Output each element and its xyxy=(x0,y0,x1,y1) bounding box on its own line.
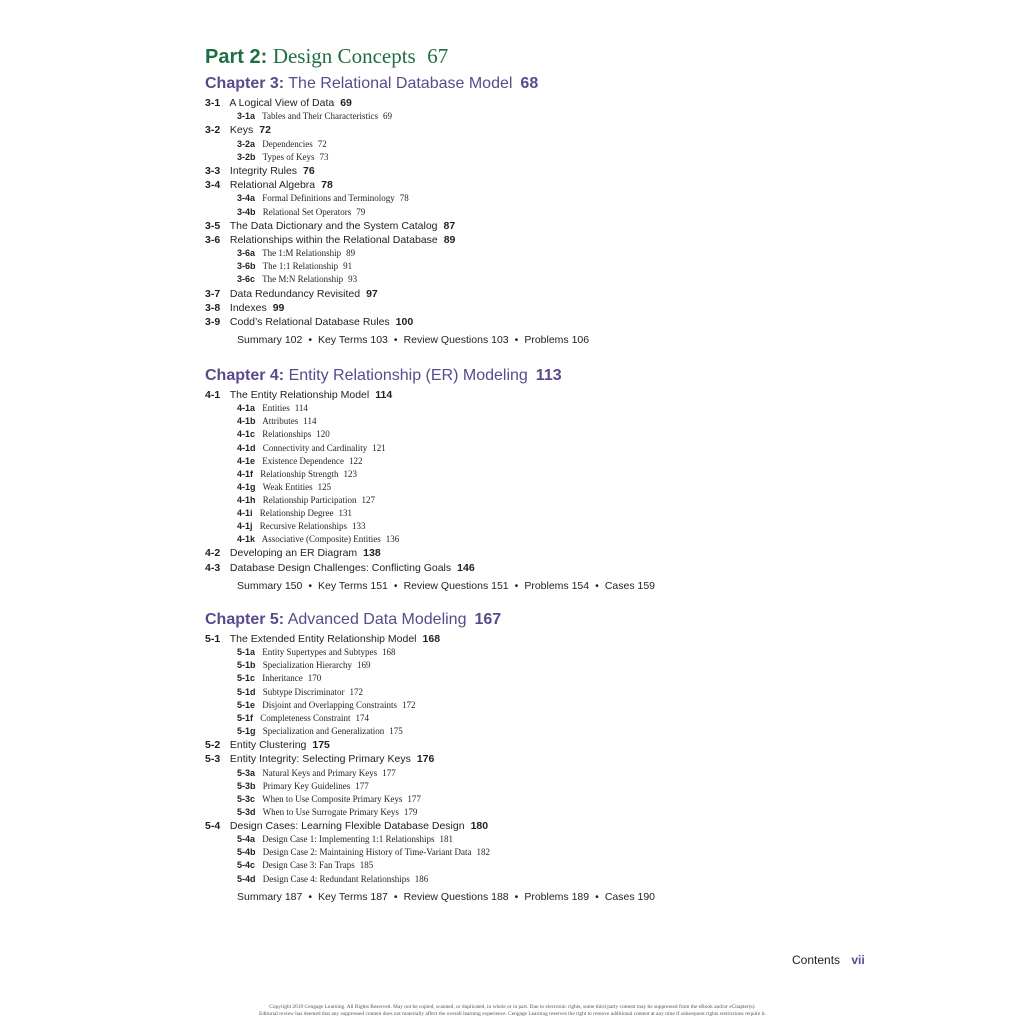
entry-page-number: 127 xyxy=(361,494,376,505)
entry-page-number: 168 xyxy=(382,647,396,658)
toc-subsection xyxy=(205,494,655,507)
entry-title: A Logical View of Data xyxy=(229,97,335,109)
entry-number: 4-1d xyxy=(237,442,256,453)
entry-page-number: 146 xyxy=(457,561,475,574)
entry-number: 5-4c xyxy=(237,860,256,871)
entry-number: 3-5 xyxy=(205,219,221,232)
entry-page-number: 69 xyxy=(383,111,393,122)
entry-page-number: 186 xyxy=(414,873,429,884)
entry-number: 5-1f xyxy=(237,712,254,723)
toc-section xyxy=(205,164,589,178)
entry-title: Entities xyxy=(262,403,290,414)
entry-page-number: 179 xyxy=(403,806,418,817)
entry-number: 5-1g xyxy=(237,725,256,736)
toc-subsection xyxy=(205,793,655,806)
entry-page-number: 131 xyxy=(338,508,352,519)
toc-subsection xyxy=(205,780,655,793)
running-footer xyxy=(792,953,865,967)
entry-number: 4-1j xyxy=(237,521,253,532)
entry-number: 3-8 xyxy=(205,301,221,314)
toc-section xyxy=(205,178,589,192)
entry-title: Entity Supertypes and Subtypes xyxy=(262,647,378,658)
end-matter-item: Review Questions 188 xyxy=(403,890,509,903)
entry-title: Existence Dependence xyxy=(262,455,344,466)
chapter-end-matter xyxy=(205,890,655,905)
toc-subsection xyxy=(205,247,589,260)
end-matter-item: Summary 102 xyxy=(237,334,303,347)
entry-page-number: 172 xyxy=(402,699,416,710)
toc-subsection xyxy=(205,507,655,520)
chapter-title xyxy=(205,366,655,386)
entry-title: Natural Keys and Primary Keys xyxy=(262,767,378,778)
toc-subsection xyxy=(205,110,589,123)
toc-subsection xyxy=(205,415,655,428)
entry-number: 3-6b xyxy=(237,261,256,272)
entry-page-number: 97 xyxy=(366,287,378,300)
end-matter-item: Problems 106 xyxy=(524,334,590,347)
toc-section xyxy=(205,632,655,646)
entry-title: The M:N Relationship xyxy=(262,274,344,285)
part-title xyxy=(205,43,448,70)
entry-page-number: 180 xyxy=(470,819,489,832)
bullet-separator: • xyxy=(514,890,519,903)
toc-subsection xyxy=(205,273,589,286)
entry-title: When to Use Composite Primary Keys xyxy=(262,793,403,804)
end-matter-item: Key Terms 187 xyxy=(318,890,388,903)
entry-page-number: 170 xyxy=(307,673,322,684)
entry-page-number: 138 xyxy=(363,547,381,560)
entry-page-number: 72 xyxy=(259,124,271,137)
end-matter-item: Cases 159 xyxy=(604,579,656,592)
entry-number: 5-4a xyxy=(237,834,256,845)
entry-page-number: 175 xyxy=(389,725,403,736)
bullet-separator: • xyxy=(308,579,313,592)
copyright-notice xyxy=(190,1004,835,1018)
toc-subsection xyxy=(205,806,655,819)
entry-number: 5-3c xyxy=(237,793,256,804)
entry-number: 4-1i xyxy=(237,508,253,519)
entry-page-number: 181 xyxy=(439,834,453,845)
entry-number: 3-1a xyxy=(237,111,256,122)
toc-section xyxy=(205,301,589,315)
entry-page-number: 174 xyxy=(355,712,370,723)
entry-page-number: 177 xyxy=(355,780,369,791)
end-matter-item: Cases 190 xyxy=(604,890,656,903)
entry-page-number: 89 xyxy=(346,248,356,259)
chapter-page-number: 68 xyxy=(520,75,539,92)
entry-title: Tables and Their Characteristics xyxy=(262,111,379,122)
entry-number: 4-1h xyxy=(237,494,256,505)
entry-title: Relationships xyxy=(262,429,312,440)
entry-number: 3-4 xyxy=(205,179,221,192)
entry-number: 4-1e xyxy=(237,455,256,466)
entry-title: Integrity Rules xyxy=(229,164,298,177)
toc-subsection xyxy=(205,873,655,886)
part-name: Design Concepts xyxy=(272,44,416,68)
toc-subsection xyxy=(205,767,655,780)
chapter-label: Chapter 3: xyxy=(205,75,285,92)
end-matter-item: Key Terms 103 xyxy=(318,334,388,347)
entry-page-number: 87 xyxy=(443,219,456,232)
entry-title: Data Redundancy Revisited xyxy=(229,287,361,300)
part-page-number: 67 xyxy=(427,44,449,68)
entry-title: The 1:1 Relationship xyxy=(262,261,339,272)
entry-page-number: 177 xyxy=(382,767,396,778)
bullet-separator: • xyxy=(308,334,313,347)
end-matter-item: Review Questions 151 xyxy=(403,579,509,592)
entry-number: 5-2 xyxy=(205,738,221,751)
toc-subsection xyxy=(205,846,655,859)
entry-title: Developing an ER Diagram xyxy=(229,547,358,560)
toc-subsection xyxy=(205,833,655,846)
entry-number: 4-3 xyxy=(205,561,221,574)
toc-subsection xyxy=(205,481,655,494)
entry-page-number: 182 xyxy=(476,847,490,858)
bullet-separator: • xyxy=(595,579,599,592)
entry-title: Associative (Composite) Entities xyxy=(261,534,381,545)
entry-page-number: 123 xyxy=(343,468,358,479)
entry-page-number: 114 xyxy=(375,389,393,401)
entry-number: 4-1a xyxy=(237,403,256,414)
entry-page-number: 125 xyxy=(317,481,332,492)
chapter-page-number: 167 xyxy=(474,611,502,628)
chapter-title xyxy=(205,610,655,630)
entry-title: Design Case 4: Redundant Relationships xyxy=(262,873,410,884)
entry-title: Relationship Degree xyxy=(259,508,334,519)
entry-title: When to Use Surrogate Primary Keys xyxy=(262,806,399,817)
toc-section xyxy=(205,752,655,766)
entry-number: 3-3 xyxy=(205,164,221,177)
end-matter-item: Key Terms 151 xyxy=(318,579,388,592)
entry-number: 5-3d xyxy=(237,806,256,817)
entry-number: 4-1k xyxy=(237,534,256,545)
toc-subsection xyxy=(205,402,655,415)
entry-page-number: 133 xyxy=(352,521,366,532)
entry-title: Inheritance xyxy=(262,673,303,684)
bullet-separator: • xyxy=(514,579,519,592)
bullet-separator: • xyxy=(595,890,599,903)
entry-page-number: 172 xyxy=(349,686,364,697)
entry-number: 4-1f xyxy=(237,468,254,479)
entry-title: Specialization and Generalization xyxy=(262,725,385,736)
entry-number: 3-4a xyxy=(237,193,256,204)
toc-subsection xyxy=(205,712,655,725)
chapter-name: The Relational Database Model xyxy=(288,75,513,92)
end-matter-item: Summary 150 xyxy=(237,579,303,592)
entry-title: Design Cases: Learning Flexible Database Design xyxy=(229,819,465,832)
entry-title: Dependencies xyxy=(262,138,313,149)
entry-title: Relationship Participation xyxy=(262,494,357,505)
entry-page-number: 175 xyxy=(312,738,330,751)
entry-number: 3-4b xyxy=(237,206,256,217)
toc-subsection xyxy=(205,520,655,533)
toc-subsection xyxy=(205,646,655,659)
entry-number: 3-6c xyxy=(237,274,256,285)
entry-number: 3-6a xyxy=(237,248,256,259)
entry-number: 5-4 xyxy=(205,819,221,832)
entry-title: Subtype Discriminator xyxy=(262,686,345,697)
toc-section xyxy=(205,561,655,575)
toc-section xyxy=(205,96,589,110)
entry-title: Relational Algebra xyxy=(229,179,316,192)
entry-title: Connectivity and Cardinality xyxy=(262,442,368,453)
toc-subsection xyxy=(205,260,589,273)
entry-number: 3-6 xyxy=(205,233,221,246)
entry-title: Codd’s Relational Database Rules xyxy=(229,316,390,329)
part-label: Part 2: xyxy=(205,46,268,68)
toc-subsection xyxy=(205,138,589,151)
chapter-title xyxy=(205,74,589,94)
chapter-end-matter xyxy=(205,579,655,594)
entry-page-number: 73 xyxy=(319,151,329,162)
entry-title: Completeness Constraint xyxy=(260,712,351,723)
entry-title: The 1:M Relationship xyxy=(262,248,342,259)
entry-title: The Data Dictionary and the System Catalog xyxy=(229,219,438,232)
entry-title: Attributes xyxy=(262,416,299,427)
entry-number: 5-1c xyxy=(237,673,256,684)
toc-subsection xyxy=(205,533,655,546)
toc-section xyxy=(205,315,589,329)
entry-number: 5-1 xyxy=(205,633,221,645)
entry-number: 5-1a xyxy=(237,647,256,658)
entry-page-number: 69 xyxy=(340,97,352,109)
entry-title: Recursive Relationships xyxy=(259,521,348,532)
entry-title: Weak Entities xyxy=(262,481,313,492)
entry-number: 5-3a xyxy=(237,767,256,778)
entry-page-number: 99 xyxy=(272,301,285,314)
bullet-separator: • xyxy=(393,579,398,592)
entry-title: Disjoint and Overlapping Constraints xyxy=(262,699,398,710)
entry-title: Entity Clustering xyxy=(229,738,307,751)
entry-number: 5-1d xyxy=(237,686,256,697)
entry-page-number: 177 xyxy=(407,793,421,804)
entry-number: 3-7 xyxy=(205,287,221,300)
toc-subsection xyxy=(205,686,655,699)
chapter-label: Chapter 5: xyxy=(205,611,285,628)
chapter-name: Entity Relationship (ER) Modeling xyxy=(288,367,528,384)
entry-title: Types of Keys xyxy=(262,151,315,162)
entry-number: 5-4b xyxy=(237,847,256,858)
entry-number: 3-2b xyxy=(237,151,256,162)
entry-number: 4-1c xyxy=(237,429,256,440)
entry-page-number: 93 xyxy=(348,274,358,285)
toc-section xyxy=(205,546,655,560)
entry-title: Primary Key Guidelines xyxy=(262,780,351,791)
entry-title: Relationship Strength xyxy=(260,468,339,479)
bullet-separator: • xyxy=(514,334,519,347)
end-matter-item: Summary 187 xyxy=(237,890,303,903)
entry-page-number: 185 xyxy=(359,860,374,871)
entry-number: 3-2a xyxy=(237,138,256,149)
toc-section xyxy=(205,819,655,833)
entry-number: 4-1b xyxy=(237,416,256,427)
chapter-page-number: 113 xyxy=(535,367,562,384)
end-matter-item: Problems 189 xyxy=(524,890,590,903)
toc-subsection xyxy=(205,206,589,219)
end-matter-item: Problems 154 xyxy=(524,579,590,592)
entry-title: Design Case 2: Maintaining History of Time-Variant Data xyxy=(262,847,472,858)
entry-number: 4-1 xyxy=(205,389,221,401)
toc-subsection xyxy=(205,699,655,712)
chapter-4 xyxy=(205,366,655,594)
toc-section xyxy=(205,219,589,233)
entry-number: 4-2 xyxy=(205,547,221,560)
toc-section xyxy=(205,233,589,247)
entry-page-number: 122 xyxy=(348,455,363,466)
entry-number: 5-3 xyxy=(205,753,221,766)
footer-page-number: vii xyxy=(851,953,865,967)
entry-number: 3-1 xyxy=(205,97,221,109)
end-matter-item: Review Questions 103 xyxy=(403,334,509,347)
chapter-3 xyxy=(205,74,589,348)
entry-number: 3-2 xyxy=(205,124,221,137)
entry-page-number: 76 xyxy=(303,164,315,177)
entry-page-number: 78 xyxy=(399,193,409,204)
bullet-separator: • xyxy=(393,334,398,347)
toc-section xyxy=(205,738,655,752)
entry-number: 5-3b xyxy=(237,780,256,791)
entry-number: 5-1b xyxy=(237,660,256,671)
bullet-separator: • xyxy=(393,890,398,903)
entry-title: Relationships within the Relational Database xyxy=(229,233,438,246)
entry-title: The Entity Relationship Model xyxy=(229,389,370,401)
toc-subsection xyxy=(205,192,589,205)
bullet-separator: • xyxy=(308,890,313,903)
entry-number: 5-4d xyxy=(237,873,256,884)
entry-title: The Extended Entity Relationship Model xyxy=(229,633,417,645)
toc-subsection xyxy=(205,672,655,685)
entry-page-number: 100 xyxy=(395,316,414,329)
entry-title: Design Case 3: Fan Traps xyxy=(262,860,355,871)
entry-page-number: 168 xyxy=(422,633,441,645)
entry-page-number: 89 xyxy=(443,233,456,246)
copyright-line-2: Editorial review has deemed that any suppressed content does not materially affect the overall learning experience. Cengage Learning reserves the right to remove additional content at any time if subsequent rights restrictions require it. xyxy=(259,1011,766,1017)
entry-number: 4-1g xyxy=(237,481,256,492)
entry-page-number: 176 xyxy=(416,753,435,766)
entry-number: 5-1e xyxy=(237,699,256,710)
entry-title: Entity Integrity: Selecting Primary Keys xyxy=(229,753,411,766)
entry-page-number: 114 xyxy=(294,403,308,414)
chapter-end-matter xyxy=(205,333,589,348)
toc-section xyxy=(205,388,655,402)
footer-label: Contents xyxy=(792,953,841,967)
chapter-name: Advanced Data Modeling xyxy=(287,611,467,628)
entry-page-number: 120 xyxy=(316,429,330,440)
entry-title: Indexes xyxy=(229,301,267,314)
entry-page-number: 78 xyxy=(321,179,333,192)
toc-subsection xyxy=(205,151,589,164)
toc-subsection xyxy=(205,428,655,441)
entry-title: Database Design Challenges: Conflicting Goals xyxy=(229,561,452,574)
entry-page-number: 91 xyxy=(343,261,353,272)
toc-subsection xyxy=(205,455,655,468)
toc-section xyxy=(205,123,589,137)
chapter-5 xyxy=(205,610,655,905)
toc-subsection xyxy=(205,468,655,481)
entry-title: Formal Definitions and Terminology xyxy=(262,193,395,204)
copyright-line-1: Copyright 2019 Cengage Learning. All Rights Reserved. May not be copied, scanned, or duplicated, in whole or in part. Due to electronic rights, some third party content may be suppressed from the eBook and/or eChapter(s). xyxy=(269,1004,756,1010)
chapter-label: Chapter 4: xyxy=(205,367,285,384)
entry-page-number: 114 xyxy=(303,416,317,427)
toc-subsection xyxy=(205,442,655,455)
entry-page-number: 136 xyxy=(385,534,400,545)
toc-subsection xyxy=(205,659,655,672)
toc-subsection xyxy=(205,725,655,738)
entry-page-number: 169 xyxy=(356,660,371,671)
entry-title: Design Case 1: Implementing 1:1 Relationships xyxy=(262,834,435,845)
entry-title: Keys xyxy=(229,124,254,137)
toc-subsection xyxy=(205,859,655,872)
entry-number: 3-9 xyxy=(205,316,221,329)
entry-page-number: 79 xyxy=(356,206,366,217)
toc-section xyxy=(205,287,589,301)
entry-title: Relational Set Operators xyxy=(262,206,352,217)
entry-page-number: 72 xyxy=(317,138,327,149)
entry-page-number: 121 xyxy=(372,442,386,453)
entry-title: Specialization Hierarchy xyxy=(262,660,352,671)
